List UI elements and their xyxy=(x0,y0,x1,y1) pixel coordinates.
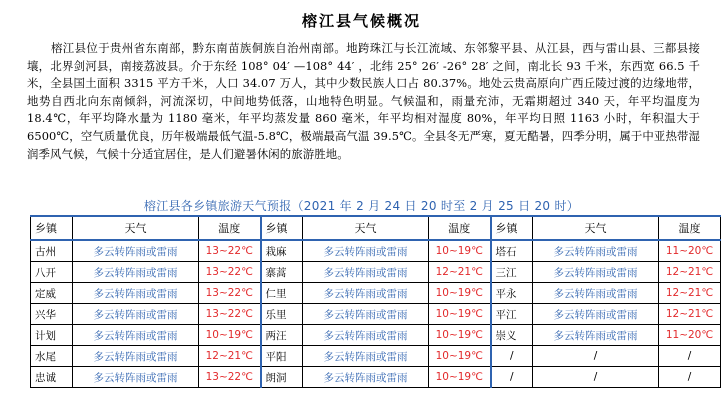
town-cell: 八开 xyxy=(31,262,73,283)
forecast-table-body xyxy=(31,240,721,388)
weather-cell: 多云转阵雨或雷雨 xyxy=(533,262,659,283)
temp-cell: 11~20℃ xyxy=(659,240,721,262)
weather-cell: 多云转阵雨或雷雨 xyxy=(73,367,199,388)
temp-cell: 13~22℃ xyxy=(199,283,261,304)
weather-cell: 多云转阵雨或雷雨 xyxy=(303,325,429,346)
temp-cell: 12~21℃ xyxy=(199,346,261,367)
temp-cell: 12~21℃ xyxy=(659,283,721,304)
weather-cell: 多云转阵雨或雷雨 xyxy=(73,262,199,283)
town-cell: 乐里 xyxy=(261,304,303,325)
town-cell: 忠诚 xyxy=(31,367,73,388)
weather-cell: 多云转阵雨或雷雨 xyxy=(303,240,429,262)
town-cell: 三江 xyxy=(491,262,533,283)
weather-cell: 多云转阵雨或雷雨 xyxy=(73,325,199,346)
weather-cell: / xyxy=(533,367,659,388)
header-weather: 天气 xyxy=(73,216,199,240)
town-cell: 崇义 xyxy=(491,325,533,346)
weather-cell: 多云转阵雨或雷雨 xyxy=(303,262,429,283)
town-cell: 水尾 xyxy=(31,346,73,367)
table-row xyxy=(31,304,721,325)
weather-cell: 多云转阵雨或雷雨 xyxy=(533,304,659,325)
town-cell: 两汪 xyxy=(261,325,303,346)
temp-cell: 10~19℃ xyxy=(429,240,491,262)
forecast-title: 榕江县各乡镇旅游天气预报（2021 年 2 月 24 日 20 时至 2 月 25 日 20 时） xyxy=(143,199,580,213)
page-title: 榕江县气候概况 xyxy=(301,12,421,30)
weather-cell: 多云转阵雨或雷雨 xyxy=(73,240,199,262)
temp-cell: / xyxy=(659,346,721,367)
temp-cell: 10~19℃ xyxy=(429,325,491,346)
town-cell: 平阳 xyxy=(261,346,303,367)
town-cell: 平永 xyxy=(491,283,533,304)
town-cell: 塔石 xyxy=(491,240,533,262)
header-town: 乡镇 xyxy=(261,216,303,240)
town-cell: 仁里 xyxy=(261,283,303,304)
town-cell: 平江 xyxy=(491,304,533,325)
table-row xyxy=(31,283,721,304)
town-cell: 兴华 xyxy=(31,304,73,325)
town-cell: 古州 xyxy=(31,240,73,262)
temp-cell: 10~19℃ xyxy=(429,304,491,325)
forecast-table xyxy=(30,215,721,388)
temp-cell: 10~19℃ xyxy=(429,283,491,304)
header-temp: 温度 xyxy=(659,216,721,240)
table-header-row xyxy=(31,216,721,240)
weather-cell: 多云转阵雨或雷雨 xyxy=(303,346,429,367)
header-town: 乡镇 xyxy=(491,216,533,240)
temp-cell: / xyxy=(659,367,721,388)
weather-cell: 多云转阵雨或雷雨 xyxy=(73,304,199,325)
weather-cell: 多云转阵雨或雷雨 xyxy=(73,283,199,304)
table-row xyxy=(31,240,721,262)
town-cell: / xyxy=(491,367,533,388)
header-weather: 天气 xyxy=(303,216,429,240)
temp-cell: 10~19℃ xyxy=(199,325,261,346)
town-cell: 栽麻 xyxy=(261,240,303,262)
weather-cell: / xyxy=(533,346,659,367)
temp-cell: 13~22℃ xyxy=(199,304,261,325)
weather-cell: 多云转阵雨或雷雨 xyxy=(303,367,429,388)
weather-cell: 多云转阵雨或雷雨 xyxy=(533,325,659,346)
temp-cell: 11~20℃ xyxy=(659,325,721,346)
table-row xyxy=(31,346,721,367)
table-row xyxy=(31,262,721,283)
town-cell: / xyxy=(491,346,533,367)
header-weather: 天气 xyxy=(533,216,659,240)
table-row xyxy=(31,325,721,346)
temp-cell: 12~21℃ xyxy=(429,262,491,283)
temp-cell: 13~22℃ xyxy=(199,240,261,262)
temp-cell: 12~21℃ xyxy=(659,304,721,325)
intro-paragraph: 榕江县位于贵州省东南部，黔东南苗族侗族自治州南部。地跨珠江与长江流域、东邻黎平县、从江县，西与雷山县、三都县接壤，北界剑河县，南接荔波县。介于东经 108° 04′ —108° 44′ ，北纬 25° 26′ -26° 28′ 之间，南北长 93 千米，东西宽 66.5 千米，全县国土面积 3315 平方千米，人口 34.07 万人，其中少数民族人口占 80.37%。地处云贵高原向广西丘陵过渡的边缘地带，地势自西北向东南倾斜，河流深切，中间地势低落，山地特色明显。气候温和，雨量充沛，无霜期超过 340 天，年平均温度为 18.4℃，年平均降水量为 1180 毫米，年平均蒸发量 860 毫米，年平均相对湿度 80%，年平均日照 1163 小时，年积温大于 6500℃，空气质量优良，历年极端最低气温-5.8℃，极端最高气温 39.5℃。全县冬无严寒，夏无酷暑，四季分明，属于中亚热带湿润季风气候，气候十分适宜居住，是人们避暑休闲的旅游胜地。 xyxy=(27,41,700,161)
weather-cell: 多云转阵雨或雷雨 xyxy=(533,240,659,262)
header-temp: 温度 xyxy=(199,216,261,240)
temp-cell: 10~19℃ xyxy=(429,367,491,388)
table-row xyxy=(31,367,721,388)
header-temp: 温度 xyxy=(429,216,491,240)
temp-cell: 13~22℃ xyxy=(199,367,261,388)
header-town: 乡镇 xyxy=(31,216,73,240)
weather-cell: 多云转阵雨或雷雨 xyxy=(303,283,429,304)
weather-cell: 多云转阵雨或雷雨 xyxy=(303,304,429,325)
temp-cell: 10~19℃ xyxy=(429,346,491,367)
temp-cell: 12~21℃ xyxy=(659,262,721,283)
weather-cell: 多云转阵雨或雷雨 xyxy=(533,283,659,304)
temp-cell: 13~22℃ xyxy=(199,262,261,283)
weather-cell: 多云转阵雨或雷雨 xyxy=(73,346,199,367)
town-cell: 计划 xyxy=(31,325,73,346)
town-cell: 朗洞 xyxy=(261,367,303,388)
town-cell: 寨蒿 xyxy=(261,262,303,283)
town-cell: 定威 xyxy=(31,283,73,304)
